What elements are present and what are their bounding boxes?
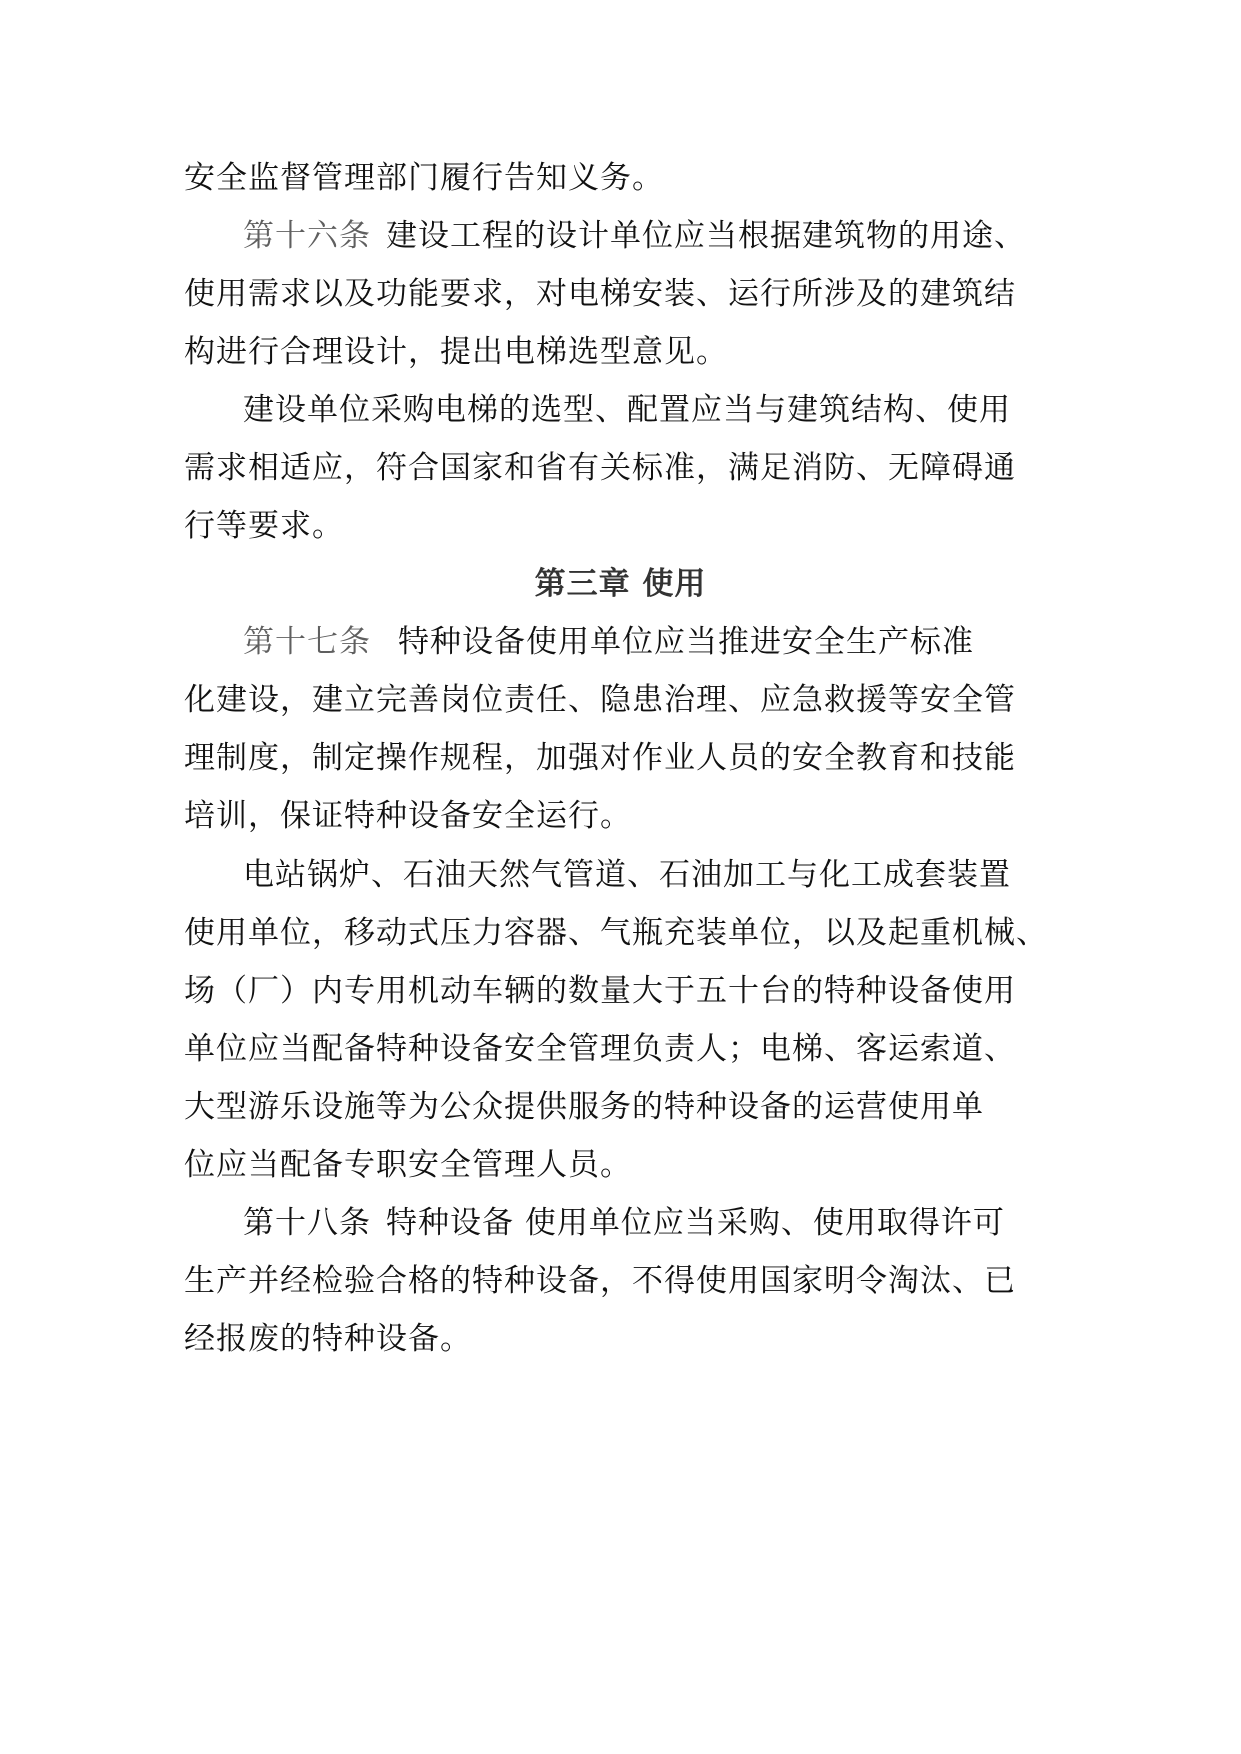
text-line: 建设工程的设计单位应当根据建筑物的用途、 [386, 218, 1026, 254]
text-line: 特种设备使用单位应当推进安全生产标准 [398, 624, 974, 660]
text-line: 经报废的特种设备。 [184, 1321, 472, 1357]
text-line: 电站锅炉、石油天然气管道、石油加工与化工成套装置 [243, 857, 1011, 893]
article-number-17: 第十七条 [243, 624, 371, 660]
text-line: 培训，保证特种设备安全运行。 [184, 798, 632, 834]
text-line: 需求相适应，符合国家和省有关标准，满足消防、无障碍通 [184, 450, 1016, 486]
text-line: 使用单位，移动式压力容器、气瓶充装单位，以及起重机械、 [184, 915, 1048, 951]
text-line: 建设单位采购电梯的选型、配置应当与建筑结构、使用 [243, 392, 1011, 428]
text-line: 化建设，建立完善岗位责任、隐患治理、应急救援等安全管 [184, 682, 1016, 718]
text-line: 位应当配备专职安全管理人员。 [184, 1147, 632, 1183]
text-line: 大型游乐设施等为公众提供服务的特种设备的运营使用单 [184, 1089, 984, 1125]
text-line: 构进行合理设计，提出电梯选型意见。 [184, 334, 728, 370]
text-line: 安全监督管理部门履行告知义务。 [184, 160, 664, 196]
text-line: 生产并经检验合格的特种设备，不得使用国家明令淘汰、已 [184, 1263, 1016, 1299]
article-number-16: 第十六条 [243, 218, 371, 254]
text-line: 理制度，制定操作规程，加强对作业人员的安全教育和技能 [184, 740, 1016, 776]
text-line: 单位应当配备特种设备安全管理负责人；电梯、客运索道、 [184, 1031, 1016, 1067]
chapter-heading: 第三章 使用 [534, 566, 707, 602]
text-line: 行等要求。 [184, 508, 344, 544]
text-line: 场（厂）内专用机动车辆的数量大于五十台的特种设备使用 [184, 973, 1016, 1009]
article-number-18: 第十八条 [243, 1205, 371, 1241]
text-line: 使用需求以及功能要求，对电梯安装、运行所涉及的建筑结 [184, 276, 1016, 312]
text-line: 特种设备 使用单位应当采购、使用取得许可 [386, 1205, 1005, 1241]
